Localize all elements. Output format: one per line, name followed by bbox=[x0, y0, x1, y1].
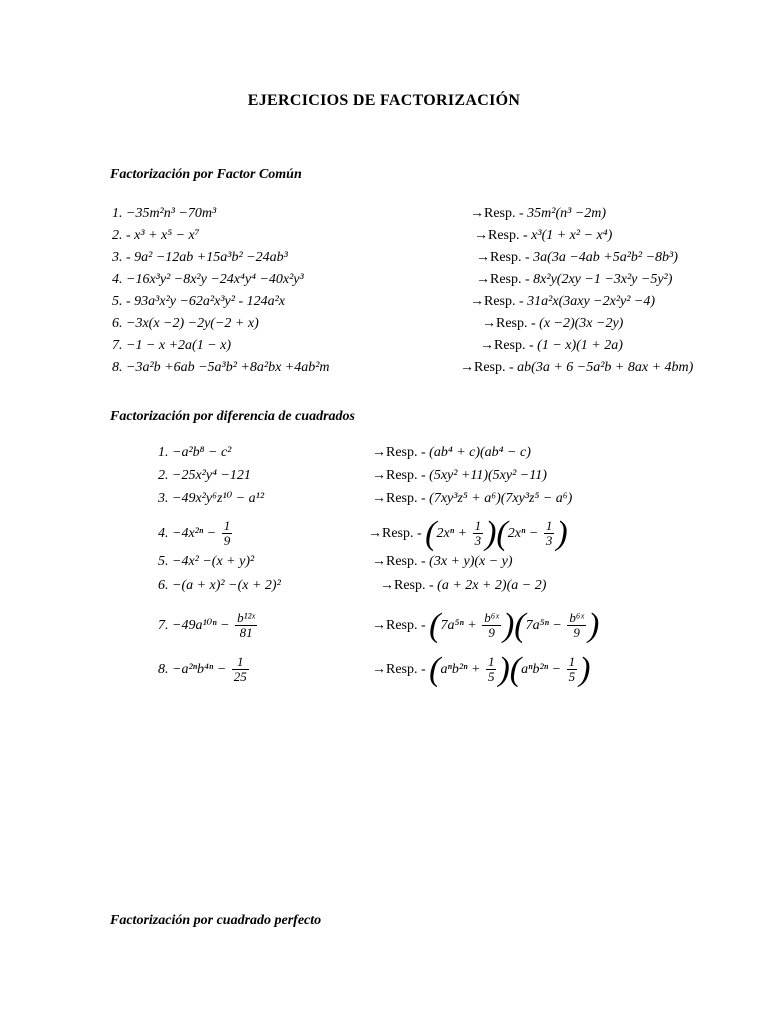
exercise-row bbox=[0, 574, 768, 598]
fraction-numerator: 1 bbox=[487, 654, 495, 670]
fraction bbox=[482, 611, 501, 640]
exercise-problem: 5. - 93a³x²y −62a²x³y² - 124a²x bbox=[112, 294, 286, 309]
answer-label: →Resp. bbox=[372, 445, 421, 460]
answer-label: →Resp. bbox=[368, 526, 417, 541]
exercise-row bbox=[0, 648, 768, 692]
exercise-answer: →Resp. - x³(1 + x² − x⁴) bbox=[474, 228, 613, 243]
exercise-row bbox=[0, 202, 768, 226]
exercise-answer: →Resp. - 31a²x(3axy −2x²y² −4) bbox=[470, 294, 656, 309]
exercise-problem: 2. - x³ + x⁵ − x⁷ bbox=[112, 228, 200, 243]
exercise-problem: 3. - 9a² −12ab +15a³b² −24ab³ bbox=[112, 250, 288, 265]
exercise-answer: →Resp. - (7xy³z⁵ + a⁶)(7xy³z⁵ − a⁶) bbox=[372, 491, 573, 506]
answer-label: →Resp. bbox=[372, 554, 421, 569]
exercise-answer: →Resp. - ab(3a + 6 −5a²b + 8ax + 4bm) bbox=[460, 360, 694, 375]
paren: ( bbox=[514, 606, 526, 644]
answer-label: →Resp. bbox=[476, 272, 525, 287]
exercise-problem: 8. −a²ⁿb⁴ⁿ − $\frac{1}{25}$ bbox=[158, 654, 247, 685]
fraction-denominator: 5 bbox=[568, 669, 576, 685]
fraction-denominator: 25 bbox=[233, 669, 247, 685]
paren: ) bbox=[502, 606, 515, 644]
paren: ) bbox=[556, 514, 568, 552]
fraction bbox=[567, 655, 578, 684]
paren: ( bbox=[425, 514, 437, 552]
exercise-problem: 8. −3a²b +6ab −5a³b² +8a²bx +4ab²m bbox=[112, 360, 330, 375]
answer-label: →Resp. bbox=[480, 338, 529, 353]
answer-label: →Resp. bbox=[470, 294, 519, 309]
exercise-row bbox=[0, 514, 768, 554]
exercise-row bbox=[0, 290, 768, 314]
paren: ) bbox=[579, 650, 591, 688]
exercise-problem: 1. −a²b⁸ − c² bbox=[158, 445, 232, 460]
answer-label: →Resp. bbox=[460, 360, 509, 375]
paren: ( bbox=[496, 514, 508, 552]
answer-label: →Resp. bbox=[474, 228, 523, 243]
fraction-denominator: 9 bbox=[573, 625, 580, 641]
exercise-problem: 1. −35m²n³ −70m³ bbox=[112, 206, 217, 221]
exercise-answer: →Resp. - (x −2)(3x −2y) bbox=[482, 316, 624, 331]
exercise-row bbox=[0, 487, 768, 511]
exercise-answer: →Resp. - (5xy² +11)(5xy² −11) bbox=[372, 468, 547, 483]
exercise-row bbox=[0, 604, 768, 648]
exercise-row bbox=[0, 356, 768, 380]
exercise-row bbox=[0, 464, 768, 488]
exercise-problem: 4. −16x³y² −8x²y −24x⁴y⁴ −40x²y³ bbox=[112, 272, 304, 287]
paren: ) bbox=[588, 606, 600, 644]
exercise-problem: 7. −1 − x +2a(1 − x) bbox=[112, 338, 232, 353]
exercise-row bbox=[0, 334, 768, 358]
fraction bbox=[232, 655, 249, 684]
fraction-denominator: 3 bbox=[545, 533, 553, 549]
exercise-problem: 7. −49a¹⁰ⁿ − $\frac{\text{b¹²ˣ}}{81}$ bbox=[158, 610, 256, 641]
exercise-answer: →Resp. - (2xⁿ + $\frac{1}{3}$ )(2xⁿ − $\frac{1}{3}$ ) bbox=[368, 514, 568, 552]
exercise-problem: 4. −4x²ⁿ − $\frac{1}{9}$ bbox=[158, 518, 231, 549]
exercise-problem: 6. −(a + x)² −(x + 2)² bbox=[158, 578, 281, 593]
fraction-numerator: b⁶ˣ bbox=[569, 610, 585, 626]
section-heading-common-factor: Factorización por Factor Común bbox=[110, 167, 302, 182]
answer-label: →Resp. bbox=[372, 468, 421, 483]
fraction bbox=[486, 655, 497, 684]
fraction bbox=[544, 519, 555, 548]
answer-label: →Resp. bbox=[482, 316, 531, 331]
exercise-problem: 2. −25x²y⁴ −121 bbox=[158, 468, 251, 483]
fraction bbox=[473, 519, 484, 548]
paren: ) bbox=[498, 650, 510, 688]
exercise-answer: →Resp. - 3a(3a −4ab +5a²b² −8b³) bbox=[476, 250, 678, 265]
exercise-answer: →Resp. - (3x + y)(x − y) bbox=[372, 554, 513, 569]
answer-label: →Resp. bbox=[372, 618, 421, 633]
page-title: EJERCICIOS DE FACTORIZACIÓN bbox=[247, 92, 521, 109]
fraction-denominator: 5 bbox=[487, 669, 495, 685]
exercise-problem: 6. −3x(x −2) −2y(−2 + x) bbox=[112, 316, 259, 331]
paren: ( bbox=[429, 606, 441, 644]
fraction bbox=[235, 611, 257, 640]
fraction-numerator: 1 bbox=[223, 518, 231, 534]
exercise-row bbox=[0, 441, 768, 465]
fraction-denominator: 3 bbox=[474, 533, 482, 549]
exercise-answer: →Resp. - (1 − x)(1 + 2a) bbox=[480, 338, 623, 353]
exercise-problem: 3. −49x²y⁶z¹⁰ − a¹² bbox=[158, 491, 265, 506]
answer-label: →Resp. bbox=[372, 662, 421, 677]
exercise-problem: 5. −4x² −(x + y)² bbox=[158, 554, 255, 569]
answer-label: →Resp. bbox=[470, 206, 519, 221]
fraction-numerator: b⁶ˣ bbox=[484, 610, 499, 626]
section-heading-perfect-square: Factorización por cuadrado perfecto bbox=[110, 913, 322, 928]
exercise-answer: →Resp. - (aⁿb²ⁿ + $\frac{1}{5}$ )(aⁿb²ⁿ − $\frac{1}{5}$ ) bbox=[372, 650, 591, 688]
fraction-denominator: 9 bbox=[488, 625, 495, 641]
fraction-numerator: 1 bbox=[232, 655, 249, 670]
exercise-row bbox=[0, 312, 768, 336]
fraction-numerator: 1 bbox=[545, 518, 553, 534]
answer-label: →Resp. bbox=[372, 491, 421, 506]
answer-label: →Resp. bbox=[476, 250, 525, 265]
exercise-row bbox=[0, 550, 768, 574]
fraction bbox=[567, 611, 586, 640]
fraction-denominator: 81 bbox=[239, 625, 253, 641]
exercise-answer: →Resp. - 35m²(n³ −2m) bbox=[470, 206, 607, 221]
section-heading-difference-squares: Factorización por diferencia de cuadrados bbox=[110, 409, 355, 424]
answer-label: →Resp. bbox=[380, 578, 429, 593]
exercise-row bbox=[0, 268, 768, 292]
fraction-denominator: 9 bbox=[223, 533, 231, 549]
fraction-numerator: 1 bbox=[568, 654, 576, 670]
paren: ( bbox=[429, 650, 441, 688]
paren: ( bbox=[509, 650, 522, 688]
exercise-answer: →Resp. - (a + 2x + 2)(a − 2) bbox=[380, 578, 547, 593]
exercise-answer: →Resp. - (ab⁴ + c)(ab⁴ − c) bbox=[372, 445, 531, 460]
exercise-row bbox=[0, 224, 768, 248]
exercise-answer: →Resp. - (7a⁵ⁿ + $\frac{\text{b⁶ˣ}}{9}$ )(7a⁵ⁿ − $\frac{\text{b⁶ˣ}}{9}$ ) bbox=[372, 606, 600, 644]
fraction-numerator: b¹²ˣ bbox=[237, 610, 256, 626]
exercise-answer: →Resp. - 8x²y(2xy −1 −3x²y −5y²) bbox=[476, 272, 673, 287]
paren: ) bbox=[485, 514, 497, 552]
exercise-row bbox=[0, 246, 768, 270]
fraction-numerator: 1 bbox=[474, 518, 482, 534]
fraction bbox=[222, 519, 233, 548]
